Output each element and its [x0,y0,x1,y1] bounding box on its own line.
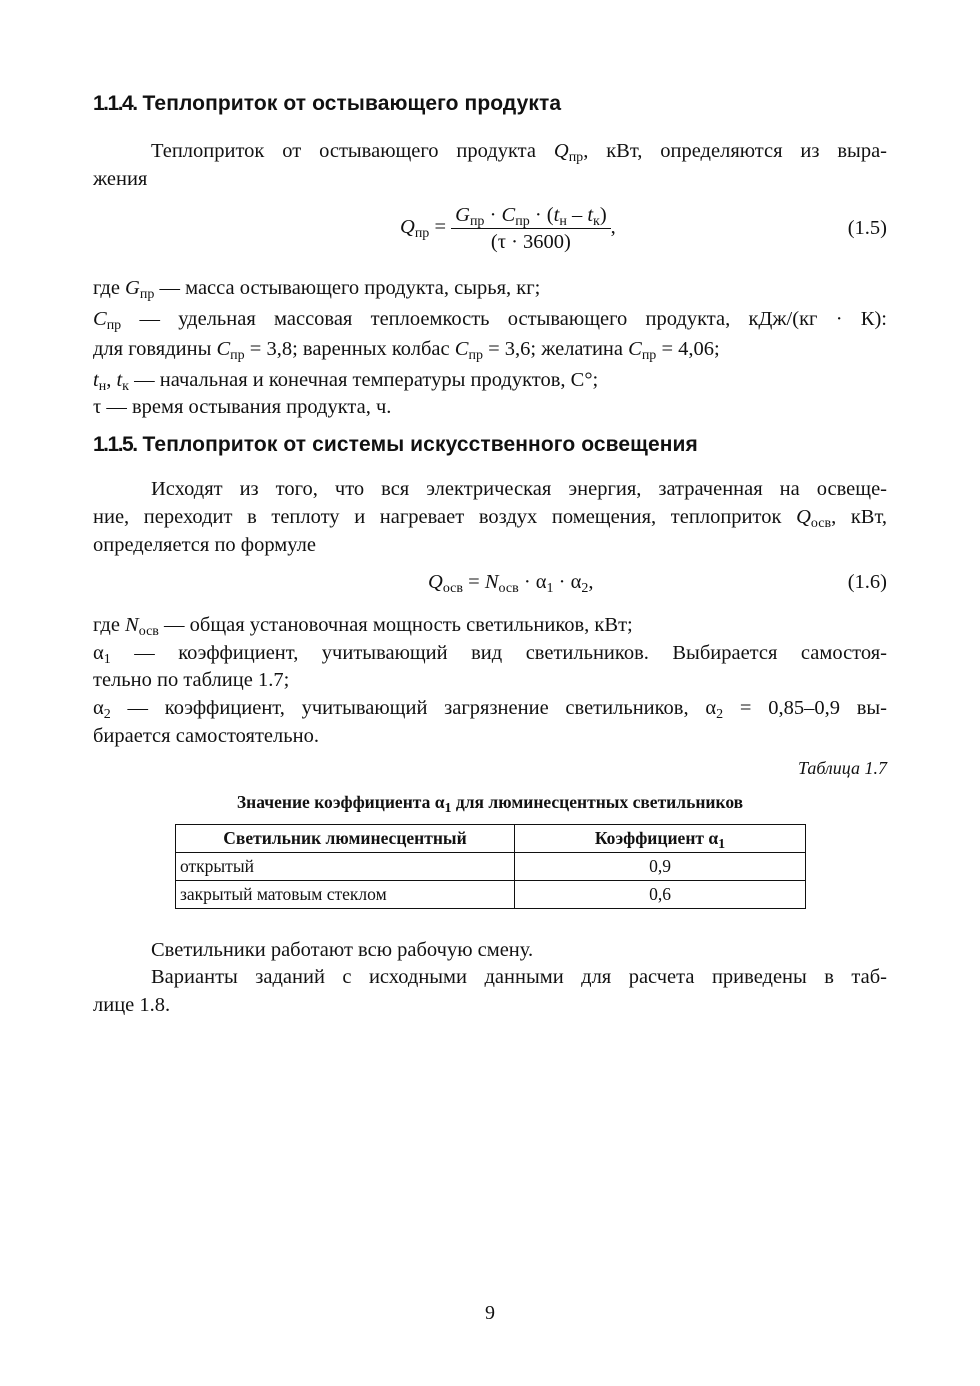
section-heading-1-1-4 [93,92,561,116]
table-label: Таблица 1.7 [797,758,887,778]
table-cell: 0,6 [515,881,806,909]
table-cell: 0,9 [515,853,806,881]
section-title: Теплоприток от остывающего продукта [142,92,562,115]
table-title: Значение коэффициента $\alpha_1$ для люминесцентных светильников [236,792,744,816]
where-line-values: для говядины $C_{пр} = 3,8$; варенных колбас $C_{пр} = 3,6$; желатина $C_{пр} = 4,06$; [93,338,720,363]
section-title: Теплоприток от системы искусственного освещения [142,433,698,456]
lighting-paragraph-line3: определяется по формуле [93,534,316,556]
lighting-paragraph-line2: ние, переходит в теплоту и нагревает воздух помещения, теплоприток $Q_{осв}$, кВт, [93,506,887,531]
closing-line1: Светильники работают всю рабочую смену. [151,939,534,961]
where-line-a2-cont: бирается самостоятельно. [93,725,319,747]
formula-1-6: $Q_{осв} = N_{осв} \cdot \alpha_1 \cdot \alpha_2$, [428,571,594,596]
where-line-a2: $\alpha_2$ — коэффициент, учитывающий загрязнение светильников, $\alpha_2 = 0,85-0,9$ вы- [93,697,887,722]
formula-number-1-6: (1.6) [847,571,887,593]
formula-fraction: $\frac{G_{пр} \cdot C_{пр} \cdot (t_н - t_к)}{(\tau \cdot 3600)}$ [451,202,611,255]
coefficient-table [175,824,806,909]
where-line-a1-cont: тельно по таблице 1.7; [93,669,290,691]
table-row [176,853,806,881]
intro-paragraph-line2: жения [93,168,148,190]
where-line-t: $t_н$, $t_к$ — начальная и конечная температуры продуктов, С°; [93,369,599,394]
table-header: Коэффициент $\alpha_1$ [515,825,806,853]
section-heading-1-1-5 [93,433,698,457]
lighting-paragraph-line1: Исходят из того, что вся электрическая энергия, затраченная на освеще- [151,478,887,500]
intro-paragraph-line1: Теплоприток от остывающего продукта $Q_{пр}$, кВт, определяются из выра- [151,140,887,165]
table-row [176,881,806,909]
table-cell: закрытый матовым стеклом [176,881,515,909]
where-line-n: где $N_{осв}$ — общая установочная мощность светильников, кВт; [93,614,633,639]
where-line-a1: $\alpha_1$ — коэффициент, учитывающий вид светильников. Выбирается самостоя- [93,642,887,667]
section-number: 1.1.4. [93,92,137,115]
formula-number-1-5: (1.5) [847,217,887,239]
page-number: 9 [485,1302,495,1324]
table-cell: открытый [176,853,515,881]
where-line-g: где $G_{пр}$ — масса остывающего продукта, сырья, кг; [93,277,541,302]
closing-line2: Варианты заданий с исходными данными для расчета приведены в таб- [151,966,887,988]
closing-line3: лице 1.8. [93,994,171,1016]
table-header-row [176,825,806,853]
section-number: 1.1.5. [93,433,137,456]
table-header: Светильник люминесцентный [176,825,515,853]
formula-1-5: $Q_{пр}$ = $\frac{G_{пр} \cdot C_{пр} \cdot (t_н - t_к)}{(\tau \cdot 3600)}$ , [400,204,616,253]
where-line-c: $C_{пр}$ — удельная массовая теплоемкость остывающего продукта, кДж/(кг · К): [93,308,887,333]
where-line-tau: τ — время остывания продукта, ч. [93,396,392,418]
